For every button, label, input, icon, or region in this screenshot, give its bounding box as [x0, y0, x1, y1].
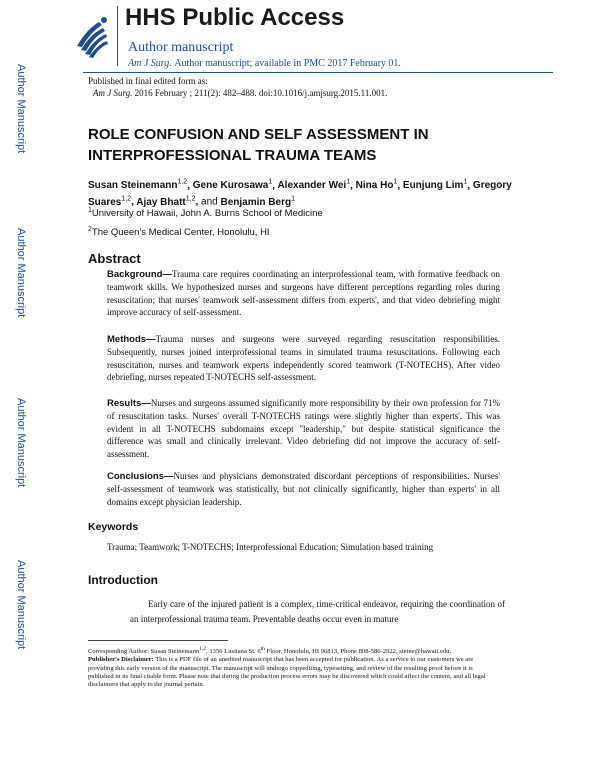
header-rule [83, 72, 553, 73]
side-label: Author Manuscript [15, 64, 27, 154]
intro-paragraph: Early care of the injured patient is a complex, time-critical endeavor, requiring the coordination of an interprofessional trauma team. Preventable deaths occur even in mature [130, 599, 505, 624]
title-line-2: INTERPROFESSIONAL TRAUMA TEAMS [88, 147, 377, 164]
keywords-text: Trauma; Teamwork; T-NOTECHS; Interprofessional Education; Simulation based training [107, 542, 434, 552]
publisher-disclaimer: Publisher's Disclaimer: This is a PDF file of an unedited manuscript that has been accepted for publication. As a service to our customers we are providing this early version of the manuscript. The manuscript will undergo copyediting, typesetting, and review of the resulting proof before it is published in its final citable form. Please note that during the production process errors may be discovered which could affect the content, and all legal disclaimers that apply to the journal pertain. [88, 656, 486, 689]
title-line-1: ROLE CONFUSION AND SELF ASSESSMENT IN [88, 126, 429, 143]
corresponding-author: Corresponding Author: Susan Steinemann$^{1,2}$, 1356 Lusitana St. 6th Floor, Honolulu, HI 96813, Phone 808-586-2922, steine@hawaii.edu. [88, 646, 452, 656]
abstract-results: Results—Nurses and surgeons assumed significantly more responsibility by their own profession for 71% of resuscitation tasks. Nurses' overall T-NOTECHS ratings were slightly higher than experts'. This was evident in all T-NOTECHS subdomains except "leadership," but despite statistical significance the difference was small and clinically irrelevant. Video debriefing did not improve the accuracy of self-assessment. [107, 398, 500, 459]
availability-text: Author manuscript; available in PMC 2017 February 01. [174, 58, 401, 69]
abstract-conclusions: Conclusions—Nurses and physicians demonstrated discordant perceptions of responsibilities. Nurses' self-assessment of teamwork was statistically, but not clinically significantly, higher than experts' in all domains except physician leadership. [107, 471, 500, 507]
author: Ajay Bhatt$^{1,2}$ [136, 195, 196, 208]
availability-line [128, 58, 401, 69]
keywords-heading: Keywords [88, 521, 139, 533]
affiliation: $^2$The Queen's Medical Center, Honolulu, HI [88, 226, 270, 239]
author: Gregory Suares$^{1,2}$ [88, 180, 512, 208]
author: Alexander Wei$^1$ [277, 179, 351, 192]
abstract-background: Background—Trauma care requires coordinating an interprofessional team, with formative feedback on teamwork skills. We hypothesized nurses and surgeons have different perceptions regarding roles during resuscitation; that nurses' teamwork self-assessment differs from experts', and that video debriefing might improve accuracy of self-assessment. [107, 269, 500, 318]
footnote [88, 645, 498, 690]
side-label: Author Manuscript [15, 398, 27, 488]
author: Gene Kurosawa$^1$ [192, 179, 273, 192]
abstract-heading: Abstract [88, 251, 141, 266]
authors-and: and [201, 196, 218, 208]
author: Benjamin Berg$^1$ [220, 195, 295, 208]
footnote-rule [88, 640, 228, 641]
abstract-methods: Methods—Trauma nurses and surgeons were surveyed regarding resuscitation responsibilities. Subsequently, nurses joined interprofessional teams in simulated trauma resuscitations. Following each resuscitation, nurses and teamwork experts independently scored teamwork (T-NOTECHS). After video debriefing, nurses repeated T-NOTECHS self-assessment. [107, 334, 500, 383]
author-list: Susan Steinemann$^{1,2}$, Gene Kurosawa$^1$, Alexander Wei$^1$, Nina Ho$^1$, Eunjung Lim$^1$, Gregory Suares$^{1,2}$, Ajay Bhatt$^{1,2}$, and Benjamin Berg$^1$ [88, 179, 512, 208]
citation-journal: Am J Surg. [93, 88, 133, 98]
side-label: Author Manuscript [15, 560, 27, 650]
author: Nina Ho$^1$ [355, 179, 398, 192]
published-label: Published in final edited form as: [88, 76, 208, 86]
citation-text: 2016 February ; 211(2): 482–488. doi:10.1016/j.amjsurg.2015.11.001. [134, 88, 388, 98]
article-title [88, 124, 518, 166]
author: Eunjung Lim$^1$ [402, 179, 468, 192]
hhs-title: HHS Public Access [125, 4, 345, 31]
journal-abbrev: Am J Surg. [128, 58, 172, 69]
author-manuscript-label: Author manuscript [128, 40, 234, 55]
affiliation: $^1$University of Hawaii, John A. Burns School of Medicine [88, 207, 323, 220]
intro-heading: Introduction [88, 573, 158, 587]
side-label: Author Manuscript [15, 228, 27, 318]
citation-line [93, 88, 387, 98]
hhs-eagle-logo [69, 6, 114, 66]
header-divider [117, 6, 118, 66]
author: Susan Steinemann$^{1,2}$ [88, 179, 188, 192]
